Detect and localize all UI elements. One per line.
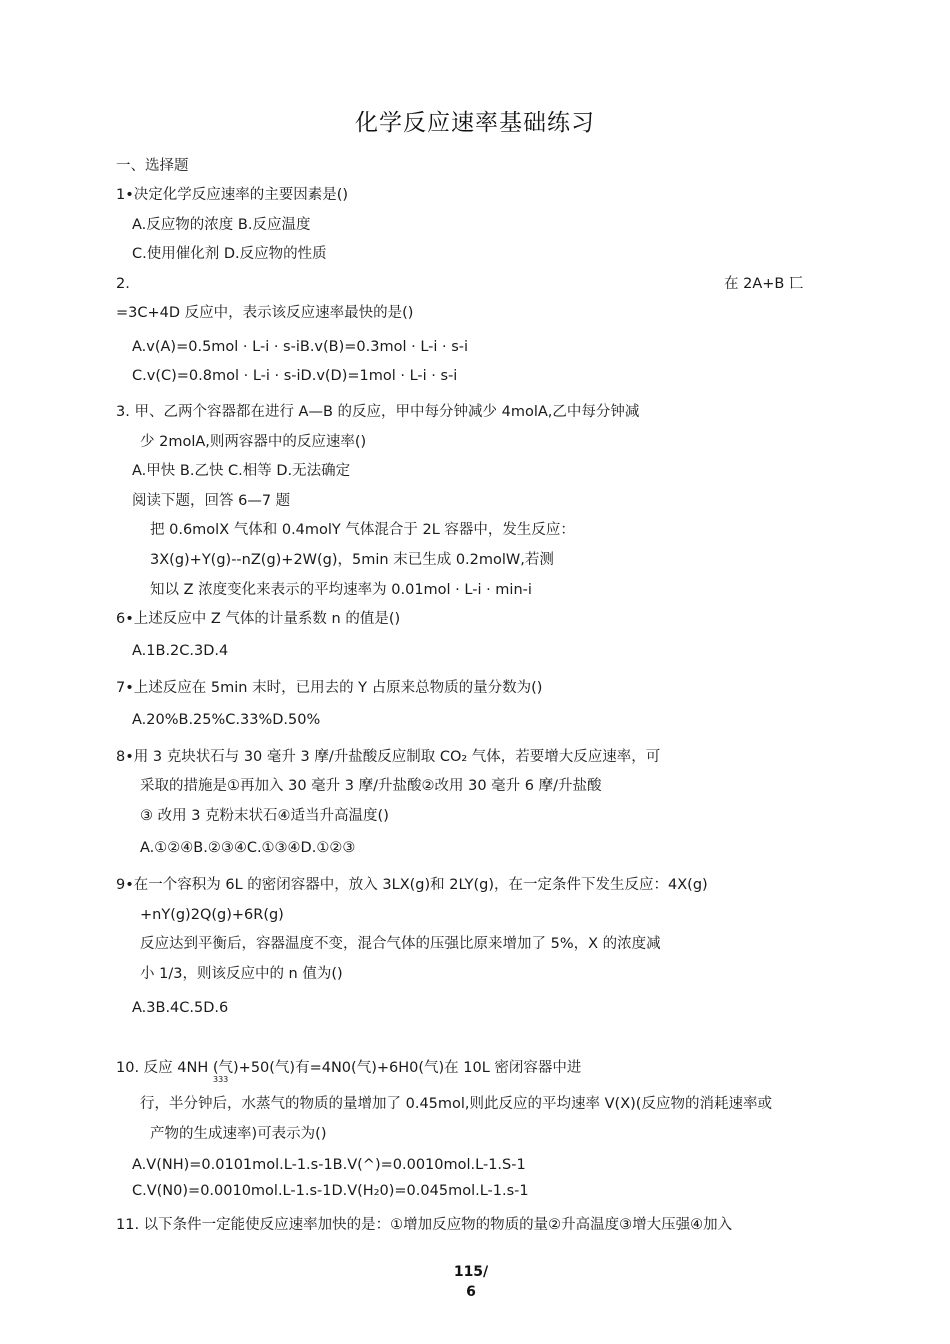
section-heading: 一、选择题: [116, 158, 189, 174]
q8-stem-3: ③ 改用 3 克粉末状石④适当升高温度(): [140, 808, 389, 824]
page-number-line-2: 6: [466, 1284, 476, 1300]
q2-stem: =3C+4D 反应中，表示该反应速率最快的是(): [116, 305, 414, 321]
q1-options-2: C.使用催化剂 D.反应物的性质: [132, 246, 327, 262]
q10-stem-3: 产物的生成速率)可表示为(): [150, 1126, 327, 1142]
q11-stem: 11. 以下条件一定能使反应速率加快的是：①增加反应物的物质的量②升高温度③增大压强④加入: [116, 1217, 733, 1233]
q10-stem-2: 行，半分钟后，水蒸气的物质的量增加了 0.45mol,则此反应的平均速率 V(X)(反应物的消耗速率或: [140, 1096, 772, 1112]
q6-options: A.1B.2C.3D.4: [132, 643, 229, 659]
q10-subscript: 333: [213, 1075, 229, 1084]
q1-stem: 1•决定化学反应速率的主要因素是(): [116, 187, 349, 203]
q7-stem: 7•上述反应在 5min 末时，已用去的 Y 占原来总物质的量分数为(): [116, 680, 543, 696]
q3-stem: 3. 甲、乙两个容器都在进行 A—B 的反应，甲中每分钟减少 4molA,乙中每分钟减: [116, 404, 640, 420]
q3-options: A.甲快 B.乙快 C.相等 D.无法确定: [132, 463, 351, 479]
q1-options-1: A.反应物的浓度 B.反应温度: [132, 217, 311, 233]
q10-stem: 10. 反应 4NH (气)+50(气)有=4N0(气)+6H0(气)在 10L 密闭容器中进: [116, 1060, 582, 1076]
q9-stem-2: +nY(g)2Q(g)+6R(g): [140, 907, 284, 923]
q10-options-2: C.V(N0)=0.0010mol.L-1.s-1D.V(H₂0)=0.045mol.L-1.s-1: [132, 1183, 529, 1199]
q6-stem: 6•上述反应中 Z 气体的计量系数 n 的值是(): [116, 611, 401, 627]
q8-options: A.①②④B.②③④C.①③④D.①②③: [140, 840, 356, 856]
q10-options-1: A.V(NH)=0.0101mol.L-1.s-1B.V(^)=0.0010mol.L-1.S-1: [132, 1157, 526, 1173]
q2-stem-right: 在 2A+B 匸: [724, 276, 804, 292]
document-title: 化学反应速率基础练习: [355, 110, 595, 136]
q9-stem: 9•在一个容积为 6L 的密闭容器中，放入 3LX(g)和 2LY(g)，在一定条件下发生反应：4X(g): [116, 877, 708, 893]
q7-options: A.20%B.25%C.33%D.50%: [132, 712, 321, 728]
q2-options-1: A.v(A)=0.5mol · L-i · s-iB.v(B)=0.3mol · L-i · s-i: [132, 339, 469, 355]
q3-stem-2: 少 2molA,则两容器中的反应速率(): [140, 434, 367, 450]
q9-options: A.3B.4C.5D.6: [132, 1000, 229, 1016]
page-number-line-1: 115/: [453, 1264, 489, 1280]
page-number: [436, 1262, 506, 1302]
q9-stem-3: 反应达到平衡后，容器温度不变，混合气体的压强比原来增加了 5%，X 的浓度减: [140, 936, 661, 952]
reading-line-1: 把 0.6molX 气体和 0.4molY 气体混合于 2L 容器中，发生反应：: [150, 522, 575, 538]
reading-intro: 阅读下题，回答 6—7 题: [132, 493, 291, 509]
q8-stem: 8•用 3 克块状石与 30 毫升 3 摩/升盐酸反应制取 CO₂ 气体，若要增大反应速率，可: [116, 749, 661, 765]
q2-options-2: C.v(C)=0.8mol · L-i · s-iD.v(D)=1mol · L-i · s-i: [132, 368, 458, 384]
reading-line-3: 知以 Z 浓度变化来表示的平均速率为 0.01mol · L-i · min-i: [150, 582, 532, 598]
q2-number: 2.: [116, 276, 130, 292]
reading-line-2: 3X(g)+Y(g)--nZ(g)+2W(g)，5min 末已生成 0.2molW,若测: [150, 552, 554, 568]
q9-stem-4: 小 1/3，则该反应中的 n 值为(): [140, 966, 343, 982]
q8-stem-2: 采取的措施是①再加入 30 毫升 3 摩/升盐酸②改用 30 毫升 6 摩/升盐酸: [140, 778, 602, 794]
